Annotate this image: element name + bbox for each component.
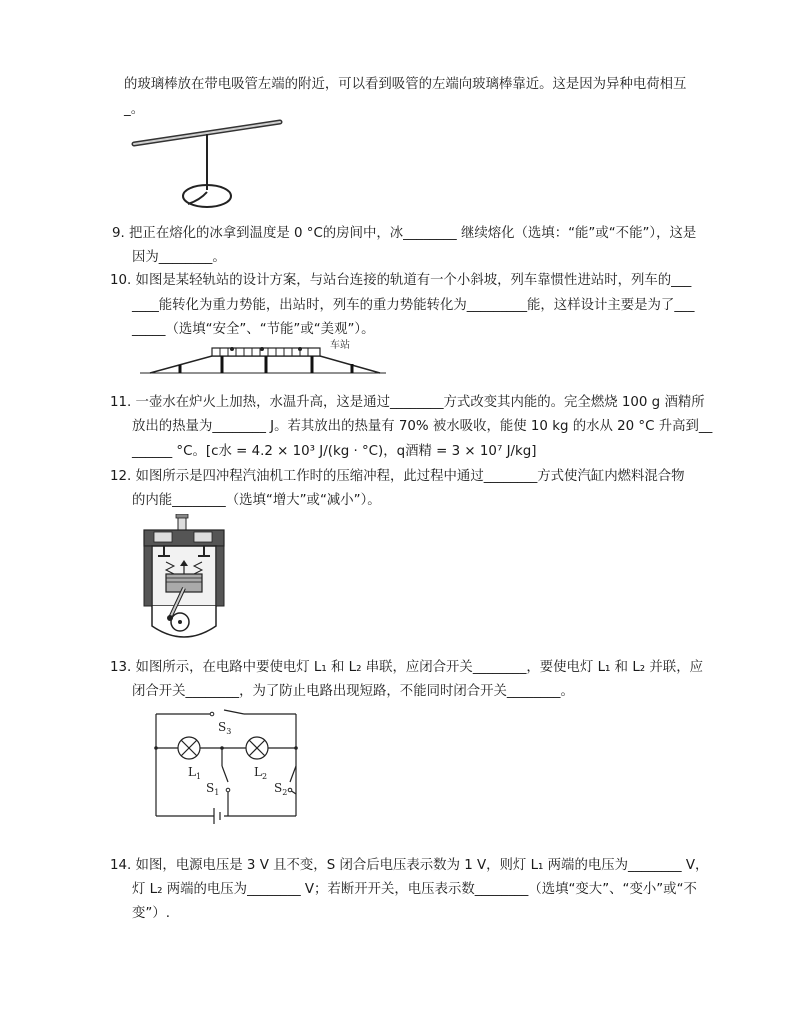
q14-line-2: 灯 L₂ 两端的电压为________ V；若断开开关，电压表示数________（选填“变大”、“变小”或“不 — [132, 882, 697, 897]
q12-line-2: 的内能________（选填“增大”或“减小”）。 — [132, 493, 381, 508]
l1-label: $L_1$ — [188, 765, 202, 781]
intro-line-1: 的玻璃棒放在带电吸管左端的附近，可以看到吸管的左端向玻璃棒靠近。这是因为异种电荷相互 — [124, 77, 687, 92]
q10-line-2: ____能转化为重力势能，出站时，列车的重力势能转化为_________能，这样设计主要是为了___ — [132, 298, 695, 313]
circuit-figure — [150, 704, 306, 824]
straw-on-stand-figure — [128, 118, 288, 210]
q10-line-3: _____（选填“安全”、“节能”或“美观”）。 — [132, 322, 375, 337]
q12-line-1: 12. 如图所示是四冲程汽油机工作时的压缩冲程，此过程中通过________方式使汽缸内燃料混合物 — [110, 469, 685, 484]
q11-line-2: 放出的热量为________ J。若其放出的热量有 70% 被水吸收，能使 10 kg 的水从 20 °C 升高到__ — [132, 419, 713, 434]
station-slope-figure — [140, 338, 386, 378]
s3-label: $S_3$ — [218, 720, 232, 736]
station-label: 车站 — [330, 340, 350, 351]
q14-line-1: 14. 如图，电源电压是 3 V 且不变，S 闭合后电压表示数为 1 V，则灯 L₁ 两端的电压为________ V， — [110, 858, 709, 873]
q11-line-1: 11. 一壶水在炉火上加热，水温升高，这是通过________方式改变其内能的。完全燃烧 100 g 酒精所 — [110, 395, 705, 410]
q9-line-2: 因为________。 — [132, 250, 226, 265]
q11-line-3: ______ °C。[c水 = 4.2 × 10³ J/(kg · °C)，q酒精 = 3 × 10⁷ J/kg] — [132, 444, 537, 459]
q14-line-3: 变”）. — [132, 906, 170, 921]
l2-label: $L_2$ — [254, 765, 268, 781]
s1-label: $S_1$ — [206, 781, 220, 797]
engine-compression-figure — [140, 514, 230, 648]
q9-line-1: 9. 把正在熔化的冰拿到温度是 0 °C的房间中，冰________ 继续熔化（选填：“能”或“不能”），这是 — [112, 226, 697, 241]
q13-line-1: 13. 如图所示，在电路中要使电灯 L₁ 和 L₂ 串联，应闭合开关________，要使电灯 L₁ 和 L₂ 并联，应 — [110, 660, 703, 675]
q10-line-1: 10. 如图是某轻轨站的设计方案，与站台连接的轨道有一个小斜坡，列车靠惯性进站时，列车的___ — [110, 273, 692, 288]
intro-line-2: _。 — [124, 102, 145, 117]
q13-line-2: 闭合开关________，为了防止电路出现短路，不能同时闭合开关________。 — [132, 684, 574, 699]
s2-label: $S_2$ — [274, 781, 288, 797]
